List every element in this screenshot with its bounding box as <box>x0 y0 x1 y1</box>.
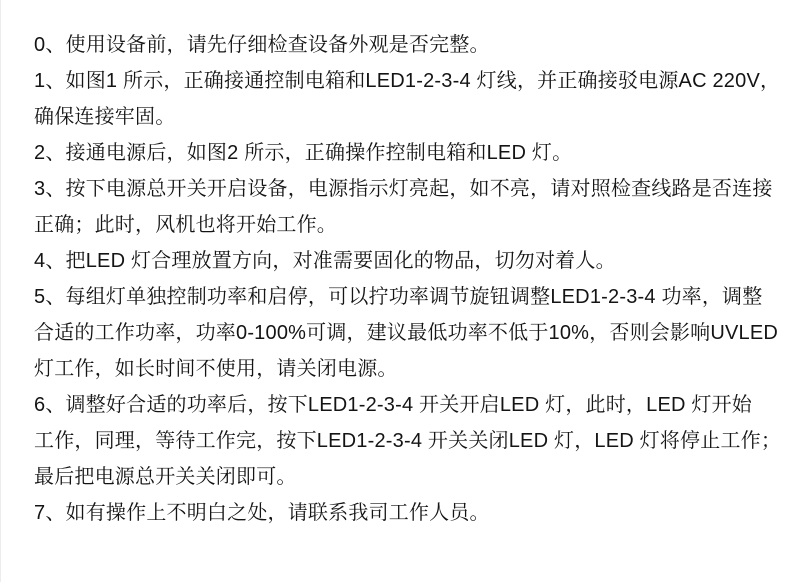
instruction-line: 0、使用设备前，请先仔细检查设备外观是否完整。 <box>34 34 490 56</box>
instruction-line: 7、如有操作上不明白之处，请联系我司工作人员。 <box>34 502 490 524</box>
instruction-item-2 <box>34 135 772 171</box>
instruction-item-0 <box>34 27 772 63</box>
instruction-line: 正确；此时，风机也将开始工作。 <box>34 214 337 236</box>
instruction-line: 工作，同理，等待工作完，按下LED1-2-3-4 开关关闭LED 灯，LED 灯将停止工作； <box>34 430 782 452</box>
instruction-document <box>1 0 800 531</box>
instruction-item-3 <box>34 171 772 243</box>
instruction-item-5 <box>34 279 779 387</box>
instruction-line: 6、调整好合适的功率后，按下LED1-2-3-4 开关开启LED 灯，此时，LED 灯开始 <box>34 394 752 416</box>
instruction-item-6 <box>34 387 782 495</box>
instruction-line: 灯工作，如长时间不使用，请关闭电源。 <box>34 358 398 380</box>
instruction-line: 5、每组灯单独控制功率和启停，可以拧功率调节旋钮调整LED1-2-3-4 功率，调整 <box>34 286 763 308</box>
instruction-line: 4、把LED 灯合理放置方向，对准需要固化的物品，切勿对着人。 <box>34 250 616 272</box>
instruction-line: 合适的工作功率，功率0-100%可调，建议最低功率不低于10%，否则会影响UVLED <box>34 322 779 344</box>
instruction-line: 1、如图1 所示，正确接通控制电箱和LED1-2-3-4 灯线，并正确接驳电源AC 220V， <box>34 70 781 92</box>
instruction-item-7 <box>34 495 772 531</box>
instruction-line: 3、按下电源总开关开启设备，电源指示灯亮起，如不亮，请对照检查线路是否连接 <box>34 178 773 200</box>
instruction-line: 确保连接牢固。 <box>34 106 176 128</box>
instruction-item-1 <box>34 63 781 135</box>
instruction-line: 最后把电源总开关关闭即可。 <box>34 466 297 488</box>
instruction-line: 2、接通电源后，如图2 所示，正确操作控制电箱和LED 灯。 <box>34 142 573 164</box>
instruction-item-4 <box>34 243 772 279</box>
